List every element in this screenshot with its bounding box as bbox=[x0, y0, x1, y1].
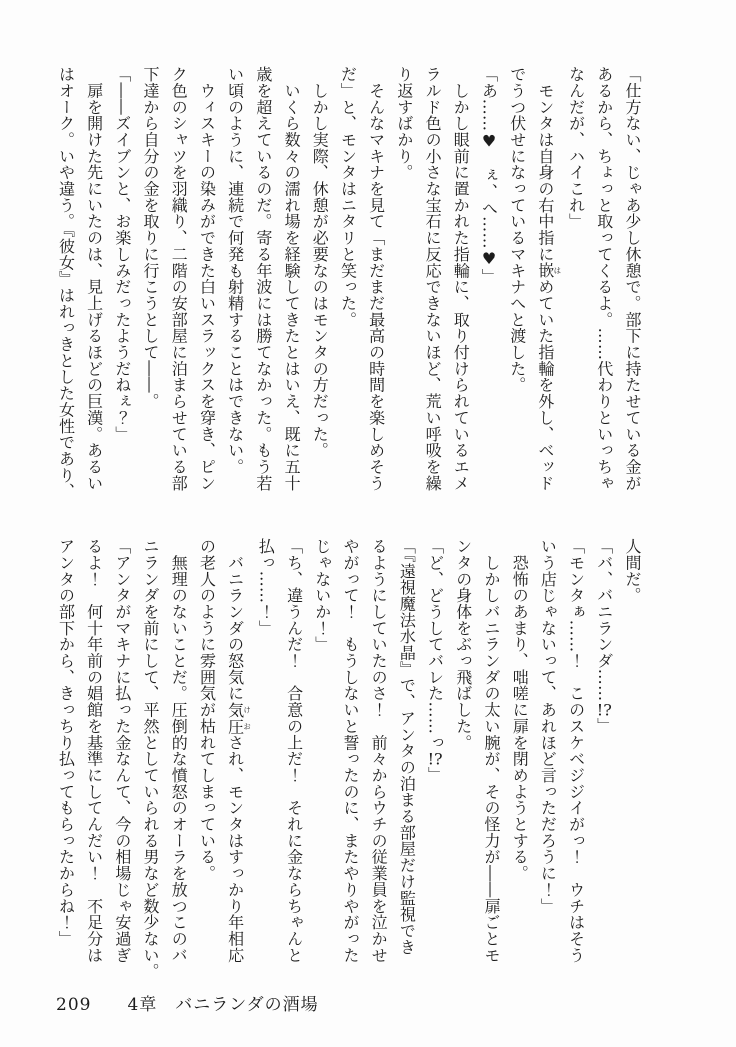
text-line: バニランダの怒気に気圧けおされ、モンタはすっかり年相応 bbox=[225, 538, 252, 964]
text-line: ラルド色の小さな宝石に反応できないほど、荒い呼吸を繰 bbox=[423, 66, 443, 492]
text-line: やがって！ もうしないと誓ったのに、またやりやがった bbox=[340, 538, 360, 964]
text-line: ウィスキーの染みができた白いスラックスを穿き、ピン bbox=[197, 66, 217, 492]
text-line: 扉を開けた先にいたのは、見上げるほどの巨漢。あるい bbox=[84, 66, 104, 492]
text-line: ンタの身体をぶっ飛ばした。 bbox=[453, 538, 473, 751]
text-line: るよ！ 何十年前の娼館を基準にしてんだい！ 不足分は bbox=[84, 538, 104, 964]
text-line: 下達から自分の金を取りに行こうとして――。 bbox=[141, 66, 161, 410]
text-line: アンタの部下から、きっちり払ってもらったからね！」 bbox=[56, 538, 76, 947]
text-line: り返すばかり。 bbox=[394, 66, 414, 181]
text-line: 「仕方ない、じゃあ少し休憩で。部下に持たせている金が bbox=[623, 66, 642, 492]
text-line: 「ち、違うんだ！ 合意の上だ！ それに金ならちゃんと bbox=[284, 538, 304, 964]
text-line: 「アンタがマキナに払った金なんて、今の相場じゃ安過ぎ bbox=[112, 538, 132, 964]
text-line: あるから、ちょっと取ってくるよ。……代わりといっちゃ bbox=[594, 66, 614, 492]
text-block-top bbox=[51, 66, 646, 500]
text-line: でうつ伏せになっているマキナへと渡した。 bbox=[507, 66, 527, 393]
text-line: いくら数々の濡れ場を経験してきたとはいえ、既に五十 bbox=[282, 66, 302, 492]
text-line: モンタは自身の右中指に嵌はめていた指輪を外し、ベッド bbox=[535, 66, 562, 492]
text-line: の老人のように雰囲気が枯れてしまっている。 bbox=[197, 538, 217, 882]
text-line: そんなマキナを見て「まだまだ最高の時間を楽しめそう bbox=[366, 66, 386, 492]
text-line: いう店じゃないって、あれほど言っただろうに！」 bbox=[538, 538, 558, 915]
text-line: 人間だ。 bbox=[623, 538, 642, 604]
text-line: るようにしていたのさ！ 前々からウチの従業員を泣かせ bbox=[369, 538, 389, 964]
text-line: なんだが、ハイこれ」 bbox=[566, 66, 586, 230]
text-line: しかしバニランダの太い腕が、その怪力が――扉ごとモ bbox=[481, 538, 501, 964]
text-line: じゃないか！」 bbox=[312, 538, 332, 653]
text-line: しかし実際、休憩が必要なのはモンタの方だった。 bbox=[310, 66, 330, 459]
text-line: ニランダを前にして、平然としていられる男など数少ない。 bbox=[141, 538, 161, 980]
chapter-title: 4章 バニランダの酒場 bbox=[127, 995, 319, 1015]
page-footer bbox=[56, 990, 319, 1015]
text-line: だ」と、モンタはニタリと笑った。 bbox=[338, 66, 358, 328]
page-number: 209 bbox=[56, 995, 92, 1015]
text-line: い頃のように、連続で何発も射精することはできない。 bbox=[225, 66, 245, 475]
text-line: 「バ、バニランダ……!?」 bbox=[594, 538, 614, 734]
text-block-bottom bbox=[51, 538, 646, 980]
text-line: 「あ……♥ ぇ、へ……♥」 bbox=[479, 66, 499, 285]
text-line: 歳を超えているのだ。寄る年波には勝てなかった。もう若 bbox=[253, 66, 273, 492]
text-line: しかし眼前に置かれた指輪に、取り付けられているエメ bbox=[451, 66, 471, 492]
text-line: 「――ズイブンと、お楽しみだったようだねぇ？」 bbox=[112, 66, 132, 443]
text-line: 「ど、どうしてバレた……っ!?」 bbox=[425, 538, 445, 783]
text-line: 「モンタぁ……！ このスケベジジイがっ！ ウチはそう bbox=[566, 538, 586, 964]
text-line: 恐怖のあまり、咄嗟に扉を閉めようとする。 bbox=[510, 538, 530, 882]
text-line: ク色のシャツを羽織り、二階の安部屋に泊まらせている部 bbox=[169, 66, 189, 492]
text-line: 「『遠視魔法水晶』で、アンタの泊まる部屋だけ監視でき bbox=[397, 538, 417, 956]
text-line: 払っ……！」 bbox=[256, 538, 276, 637]
text-line: 無理のないことだ。圧倒的な憤怒のオーラを放つこのバ bbox=[169, 538, 189, 964]
text-line: はオーク。いや違う。『彼女』はれっきとした女性であり、 bbox=[56, 66, 76, 500]
